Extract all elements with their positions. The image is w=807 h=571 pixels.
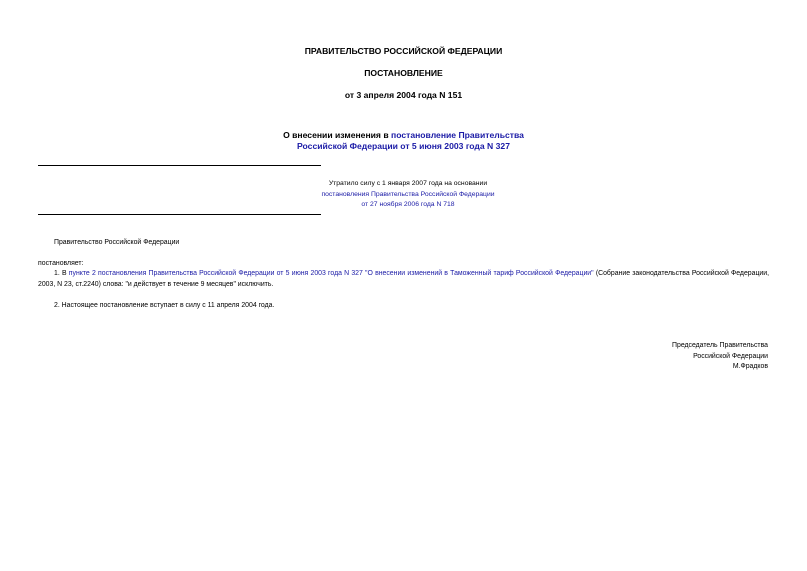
item-1-link[interactable]: пункте 2 постановления Правительства Российской Федерации от 5 июня 2003 года N 327 "О внесении изменений в Таможенный тариф Российской Федерации" bbox=[68, 270, 594, 277]
signature-title: Председатель Правительства bbox=[672, 342, 768, 349]
title-prefix: О внесении изменения в bbox=[283, 130, 391, 140]
item-1-prefix: 1. В bbox=[54, 270, 69, 277]
title-link-amended-decree[interactable]: постановление Правительства bbox=[391, 130, 524, 140]
doc-type-heading: ПОСТАНОВЛЕНИЕ bbox=[364, 68, 443, 78]
government-heading: ПРАВИТЕЛЬСТВО РОССИЙСКОЙ ФЕДЕРАЦИИ bbox=[304, 46, 503, 56]
decree-word: постановляет: bbox=[38, 260, 84, 267]
item-1-rest: (Собрание законодательства Российской Федерации, 2003, N 23, ст.2240) слова: "и действует в течение 9 месяцев" исключить. bbox=[38, 270, 770, 288]
item-1-paragraph bbox=[38, 268, 769, 290]
item-2-paragraph: 2. Настоящее постановление вступает в силу с 11 апреля 2004 года. bbox=[54, 302, 275, 309]
date-number-heading: от 3 апреля 2004 года N 151 bbox=[344, 90, 463, 100]
signature-name: М.Фрадков bbox=[732, 363, 768, 370]
signature-org: Российской Федерации bbox=[693, 353, 768, 360]
divider-bottom bbox=[38, 214, 321, 215]
document-title-line2 bbox=[0, 141, 807, 152]
document-title bbox=[0, 130, 807, 141]
status-note-link-line3[interactable]: от 27 ноября 2006 года N 718 bbox=[361, 201, 455, 208]
status-note-line1: Утратило силу с 1 января 2007 года на основании bbox=[328, 180, 488, 187]
preamble-text: Правительство Российской Федерации bbox=[54, 239, 180, 246]
status-note-link-line2[interactable]: постановления Правительства Российской Федерации bbox=[321, 191, 495, 198]
divider-top bbox=[38, 165, 321, 166]
title-link-amended-decree-line2[interactable]: Российской Федерации от 5 июня 2003 года N 327 bbox=[297, 141, 510, 151]
